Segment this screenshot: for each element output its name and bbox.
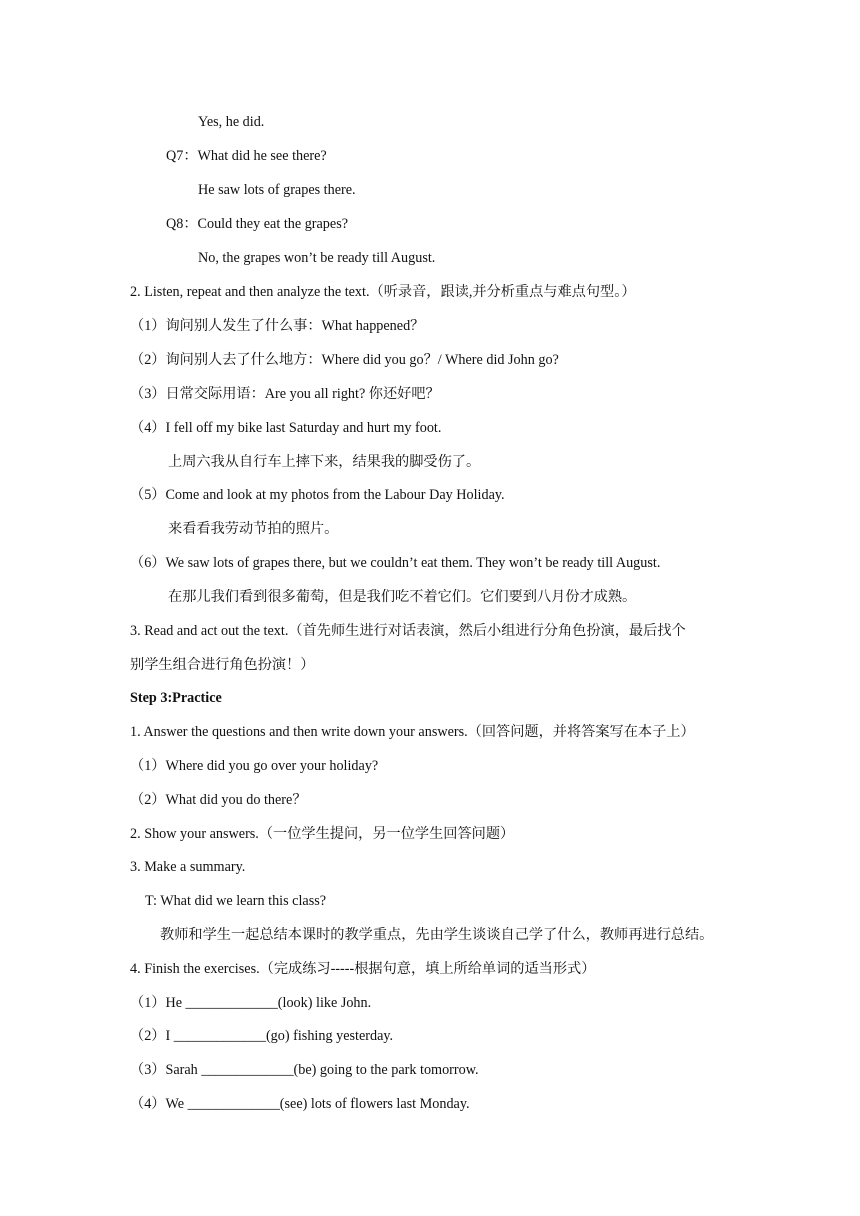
step-item: 4. Finish the exercises.（完成练习-----根据句意，填上所给单词的适当形式）	[130, 961, 596, 977]
teacher-line: T: What did we learn this class?	[145, 893, 327, 909]
step-item: 1. Answer the questions and then write down your answers.（回答问题，并将答案写在本子上）	[130, 724, 695, 740]
list-item: （1）询问别人发生了什么事：What happened？	[130, 318, 425, 334]
list-item: （2）询问别人去了什么地方：Where did you go？/ Where did John go?	[130, 352, 559, 368]
step-item: 3. Make a summary.	[130, 859, 246, 875]
list-item: （4）I fell off my bike last Saturday and hurt my foot.	[130, 420, 442, 436]
exercise-item: （4）We _____________(see) lots of flowers last Monday.	[130, 1096, 470, 1112]
summary-note: 教师和学生一起总结本课时的教学重点，先由学生谈谈自己学了什么，教师再进行总结。	[160, 927, 714, 943]
step-item: 2. Listen, repeat and then analyze the text.（听录音，跟读,并分析重点与难点句型。）	[130, 284, 636, 300]
answer-line: He saw lots of grapes there.	[198, 182, 356, 198]
question-line: Q8：Could they eat the grapes?	[166, 216, 349, 232]
list-item: （1）Where did you go over your holiday?	[130, 758, 379, 774]
answer-line: No, the grapes won’t be ready till August.	[198, 250, 436, 266]
step-item: 2. Show your answers.（一位学生提问，另一位学生回答问题）	[130, 826, 515, 842]
list-item: （6）We saw lots of grapes there, but we couldn’t eat them. They won’t be ready till August.	[130, 555, 661, 571]
list-item: （3）日常交际用语：Are you all right? 你还好吧？	[130, 386, 440, 402]
step-item: 3. Read and act out the text.（首先师生进行对话表演，然后小组进行分角色扮演，最后找个	[130, 623, 686, 639]
translation-line: 在那儿我们看到很多葡萄，但是我们吃不着它们。它们要到八月份才成熟。	[168, 589, 637, 605]
list-item: （2）What did you do there？	[130, 792, 307, 808]
translation-line: 来看看我劳动节拍的照片。	[168, 521, 339, 537]
exercise-item: （1）He _____________(look) like John.	[130, 995, 372, 1011]
translation-line: 上周六我从自行车上摔下来，结果我的脚受伤了。	[168, 454, 481, 470]
list-item: （5）Come and look at my photos from the Labour Day Holiday.	[130, 487, 505, 503]
question-line: Q7：What did he see there?	[166, 148, 327, 164]
exercise-item: （2）I _____________(go) fishing yesterday.	[130, 1028, 394, 1044]
step-item-continuation: 别学生组合进行角色扮演！）	[130, 657, 315, 673]
text-line: Yes, he did.	[198, 114, 265, 130]
section-heading: Step 3:Practice	[130, 690, 222, 706]
exercise-item: （3）Sarah _____________(be) going to the park tomorrow.	[130, 1062, 479, 1078]
